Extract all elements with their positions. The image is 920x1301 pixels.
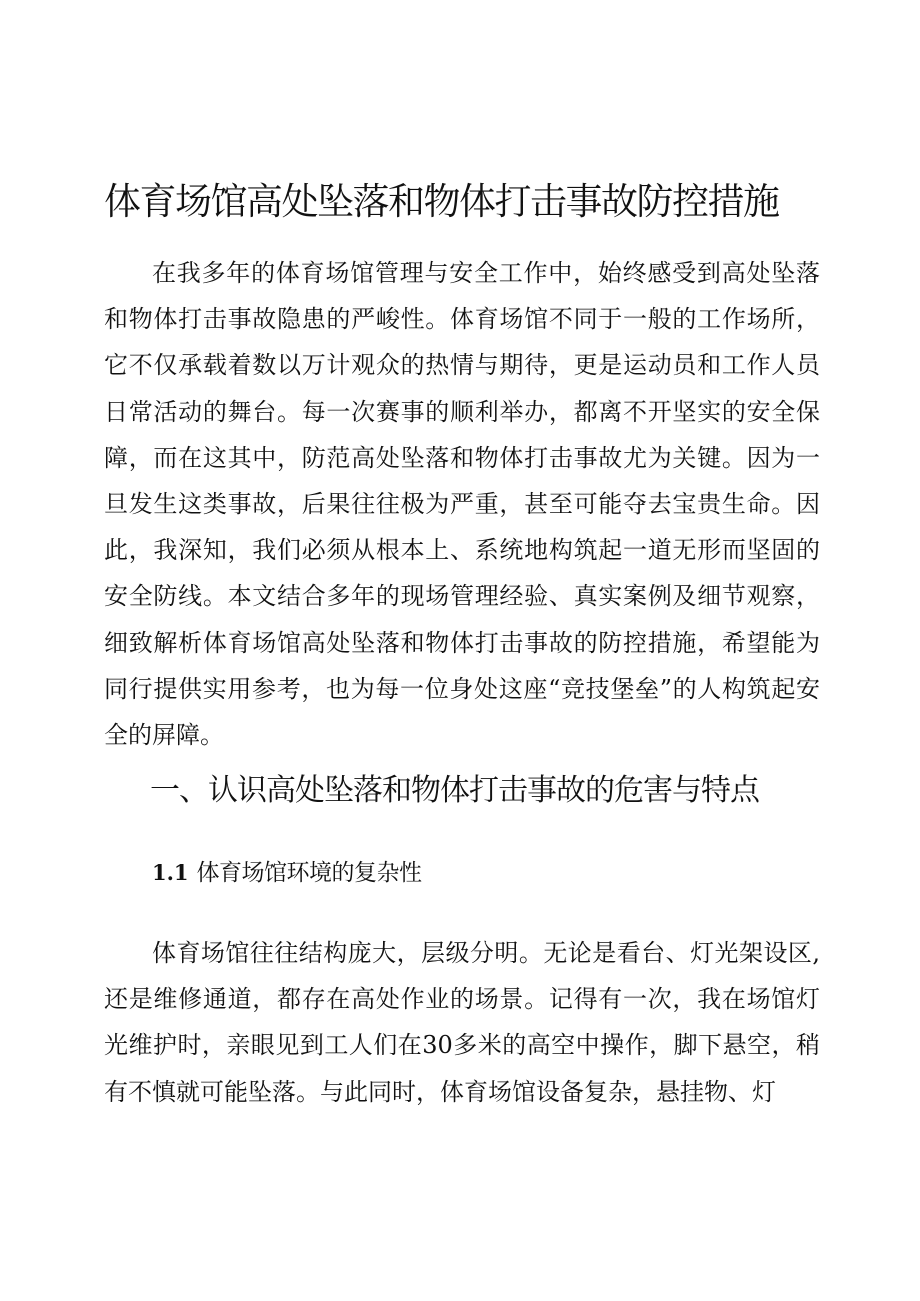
- intro-paragraph: 在我多年的体育场馆管理与安全工作中，始终感受到高处坠落和物体打击事故隐患的严峻性。体育场馆不同于一般的工作场所，它不仅承载着数以万计观众的热情与期待，更是运动员和工作人员日常活动的舞台。每一次赛事的顺利举办，都离不开坚实的安全保障，而在这其中，防范高处坠落和物体打击事故尤为关键。因为一旦发生这类事故，后果往往极为严重，甚至可能夺去宝贵生命。因此，我深知，我们必须从根本上、系统地构筑起一道无形而坚固的安全防线。本文结合多年的现场管理经验、真实案例及细节观察，细致解析体育场馆高处坠落和物体打击事故的防控措施，希望能为同行提供实用参考，也为每一位身处这座“竞技堡垒”的人构筑起安全的屏障。: [104, 259, 820, 750]
- subsection-heading: [152, 855, 422, 891]
- subsection-paragraph: 体育场馆往往结构庞大，层级分明。无论是看台、灯光架设区,还是维修通道，都存在高处作业的场景。记得有一次，我在场馆灯光维护时，亲眼见到工人们在30多米的高空中操作，脚下悬空，稍有不慎就可能坠落。与此同时，体育场馆设备复杂，悬挂物、灯: [104, 939, 820, 1106]
- section-heading: 一、认识高处坠落和物体打击事故的危害与特点: [150, 773, 759, 808]
- document-title: 体育场馆高处坠落和物体打击事故防控措施: [104, 180, 779, 223]
- subsection-title: 体育场馆环境的复杂性: [196, 860, 422, 886]
- subsection-number: 1.1: [152, 860, 189, 885]
